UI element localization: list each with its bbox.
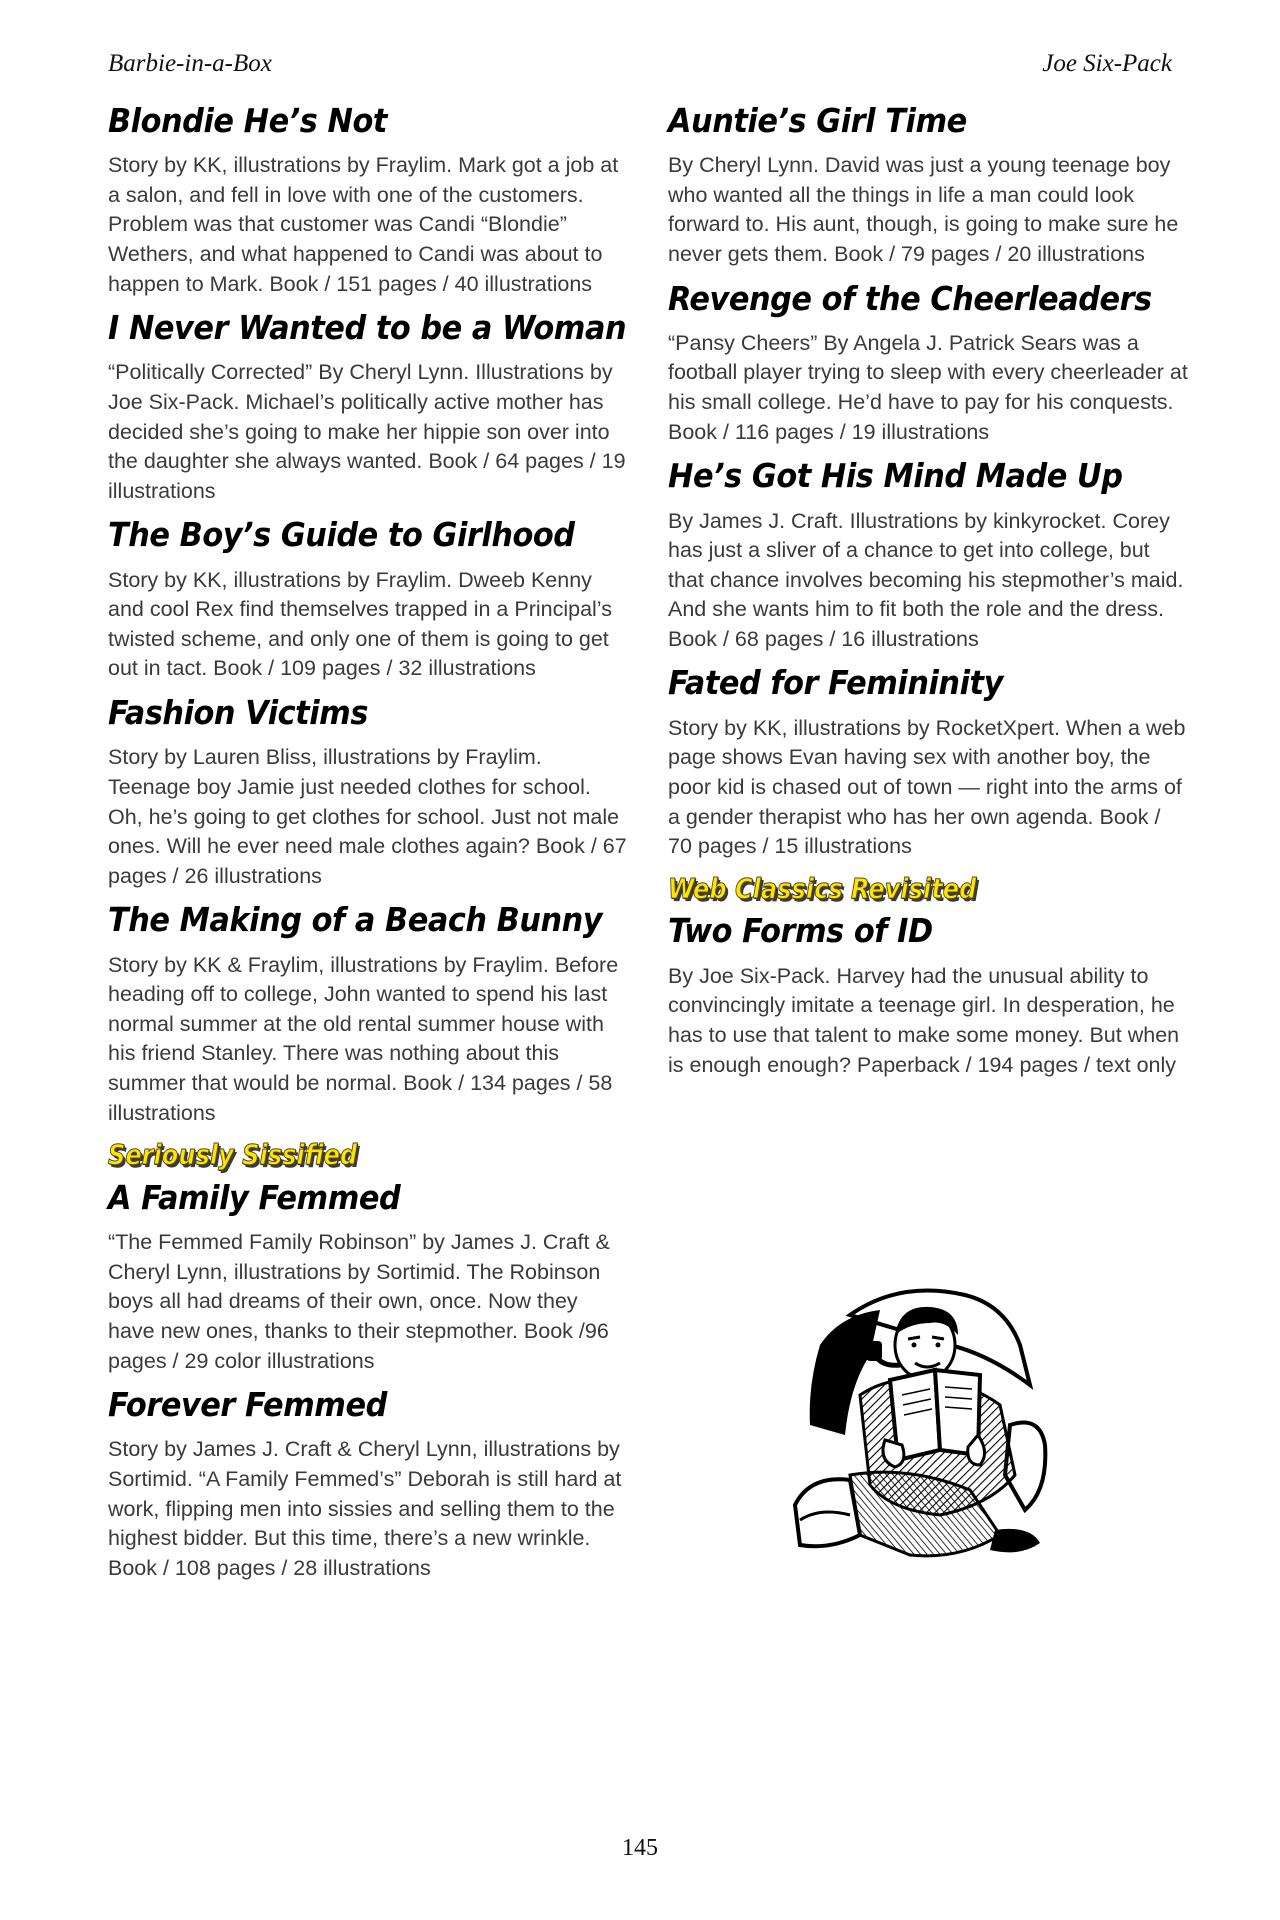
book-description: Story by KK, illustrations by RocketXpert. When a web page shows Evan having sex with another boy, the poor kid is chased out of town — right into the arms of a gender therapist who has her own agenda. Book / 70 pages / 15 illustrations [668, 715, 1186, 859]
running-head-right: Joe Six-Pack [1042, 50, 1172, 77]
book-entry [668, 278, 1188, 448]
book-title: Revenge of the Cheerleaders [668, 278, 1152, 318]
book-description: Story by KK & Fraylim, illustrations by Fraylim. Before heading off to college, John wanted to spend his last normal summer at the old rental summer house with his friend Stanley. There was nothing about this summer that would be normal. Book / 134 pages / 58 illustrations [108, 952, 619, 1125]
book-title: A Family Femmed [108, 1177, 401, 1217]
book-description: “Politically Corrected” By Cheryl Lynn. Illustrations by Joe Six-Pack. Michael’s politically active mother has decided she’s going to make her hippie son over into the daughter she always wanted. Book / 64 pages / 19 illustrations [108, 360, 626, 503]
section-label: Web Classics Revisited [668, 871, 977, 905]
running-head-left: Barbie-in-a-Box [108, 50, 272, 77]
section-label: Seriously Sissified [108, 1138, 358, 1172]
book-title: The Boy’s Guide to Girlhood [108, 515, 575, 555]
page-number: 145 [622, 1835, 658, 1861]
book-entry [108, 307, 628, 506]
book-entry [108, 1384, 628, 1583]
book-description: Story by KK, illustrations by Fraylim. Dweeb Kenny and cool Rex find themselves trapped in a Principal’s twisted scheme, and only one of them is going to get out in tact. Book / 109 pages / 32 illustrations [108, 567, 612, 681]
book-title: Two Forms of ID [668, 911, 933, 951]
book-entry [668, 910, 1188, 1080]
book-title: Fashion Victims [108, 693, 368, 733]
book-entry [108, 1177, 628, 1376]
book-description: “The Femmed Family Robinson” by James J. Craft & Cheryl Lynn, illustrations by Sortimid. The Robinson boys all had dreams of their own, once. Now they have new ones, thanks to their stepmother. Book /96 pages / 29 color illustrations [108, 1230, 610, 1373]
book-description: Story by James J. Craft & Cheryl Lynn, illustrations by Sortimid. “A Family Femmed’s” Deborah is still hard at work, flipping men into sissies and selling them to the highest bidder. But this time, there’s a new wrinkle. Book / 108 pages / 28 illustrations [108, 1437, 622, 1580]
book-entry [108, 514, 628, 684]
book-title: The Making of a Beach Bunny [108, 900, 603, 940]
book-entry [108, 899, 628, 1128]
book-description: By Cheryl Lynn. David was just a young teenage boy who wanted all the things in life a man could look forward to. His aunt, though, is going to make sure he never gets them. Book / 79 pages / 20 illustrations [668, 153, 1179, 267]
book-title: Auntie’s Girl Time [668, 101, 967, 140]
book-description: Story by KK, illustrations by Fraylim. Mark got a job at a salon, and fell in love with one of the customers. Problem was that customer was Candi “Blondie” Wethers, and what happened to Candi was about to happen to Mark. Book / 151 pages / 40 illustrations [108, 153, 619, 296]
book-description: “Pansy Cheers” By Angela J. Patrick Sears was a football player trying to sleep with every cheerleader at his small college. He’d have to pay for his conquests. Book / 116 pages / 19 illustrations [668, 330, 1188, 444]
book-title: Fated for Femininity [668, 663, 1003, 703]
book-title: Blondie He’s Not [108, 101, 387, 140]
book-description: By James J. Craft. Illustrations by kinkyrocket. Corey has just a sliver of a chance to get into college, but that chance involves becoming his stepmother’s maid. And she wants him to fit both the role and the dress. Book / 68 pages / 16 illustrations [668, 508, 1184, 651]
book-title: He’s Got His Mind Made Up [668, 456, 1123, 496]
book-entry [668, 455, 1188, 654]
left-column [108, 100, 628, 1591]
man-reading-book-icon [790, 1275, 1070, 1575]
book-title: Forever Femmed [108, 1385, 387, 1425]
book-entry [668, 662, 1188, 861]
book-description: By Joe Six-Pack. Harvey had the unusual ability to convincingly imitate a teenage girl. In desperation, he has to use that talent to make some money. But when is enough enough? Paperback / 194 pages / text only [668, 963, 1180, 1077]
right-column [668, 100, 1188, 1088]
book-entry [108, 100, 628, 299]
book-title: I Never Wanted to be a Woman [108, 308, 627, 348]
book-entry [108, 692, 628, 891]
man-reading-book-illustration [790, 1275, 1070, 1575]
book-entry [668, 100, 1188, 270]
book-description: Story by Lauren Bliss, illustrations by Fraylim. Teenage boy Jamie just needed clothes for school. Oh, he’s going to get clothes for school. Just not male ones. Will he ever need male clothes again? Book / 67 pages / 26 illustrations [108, 745, 627, 888]
